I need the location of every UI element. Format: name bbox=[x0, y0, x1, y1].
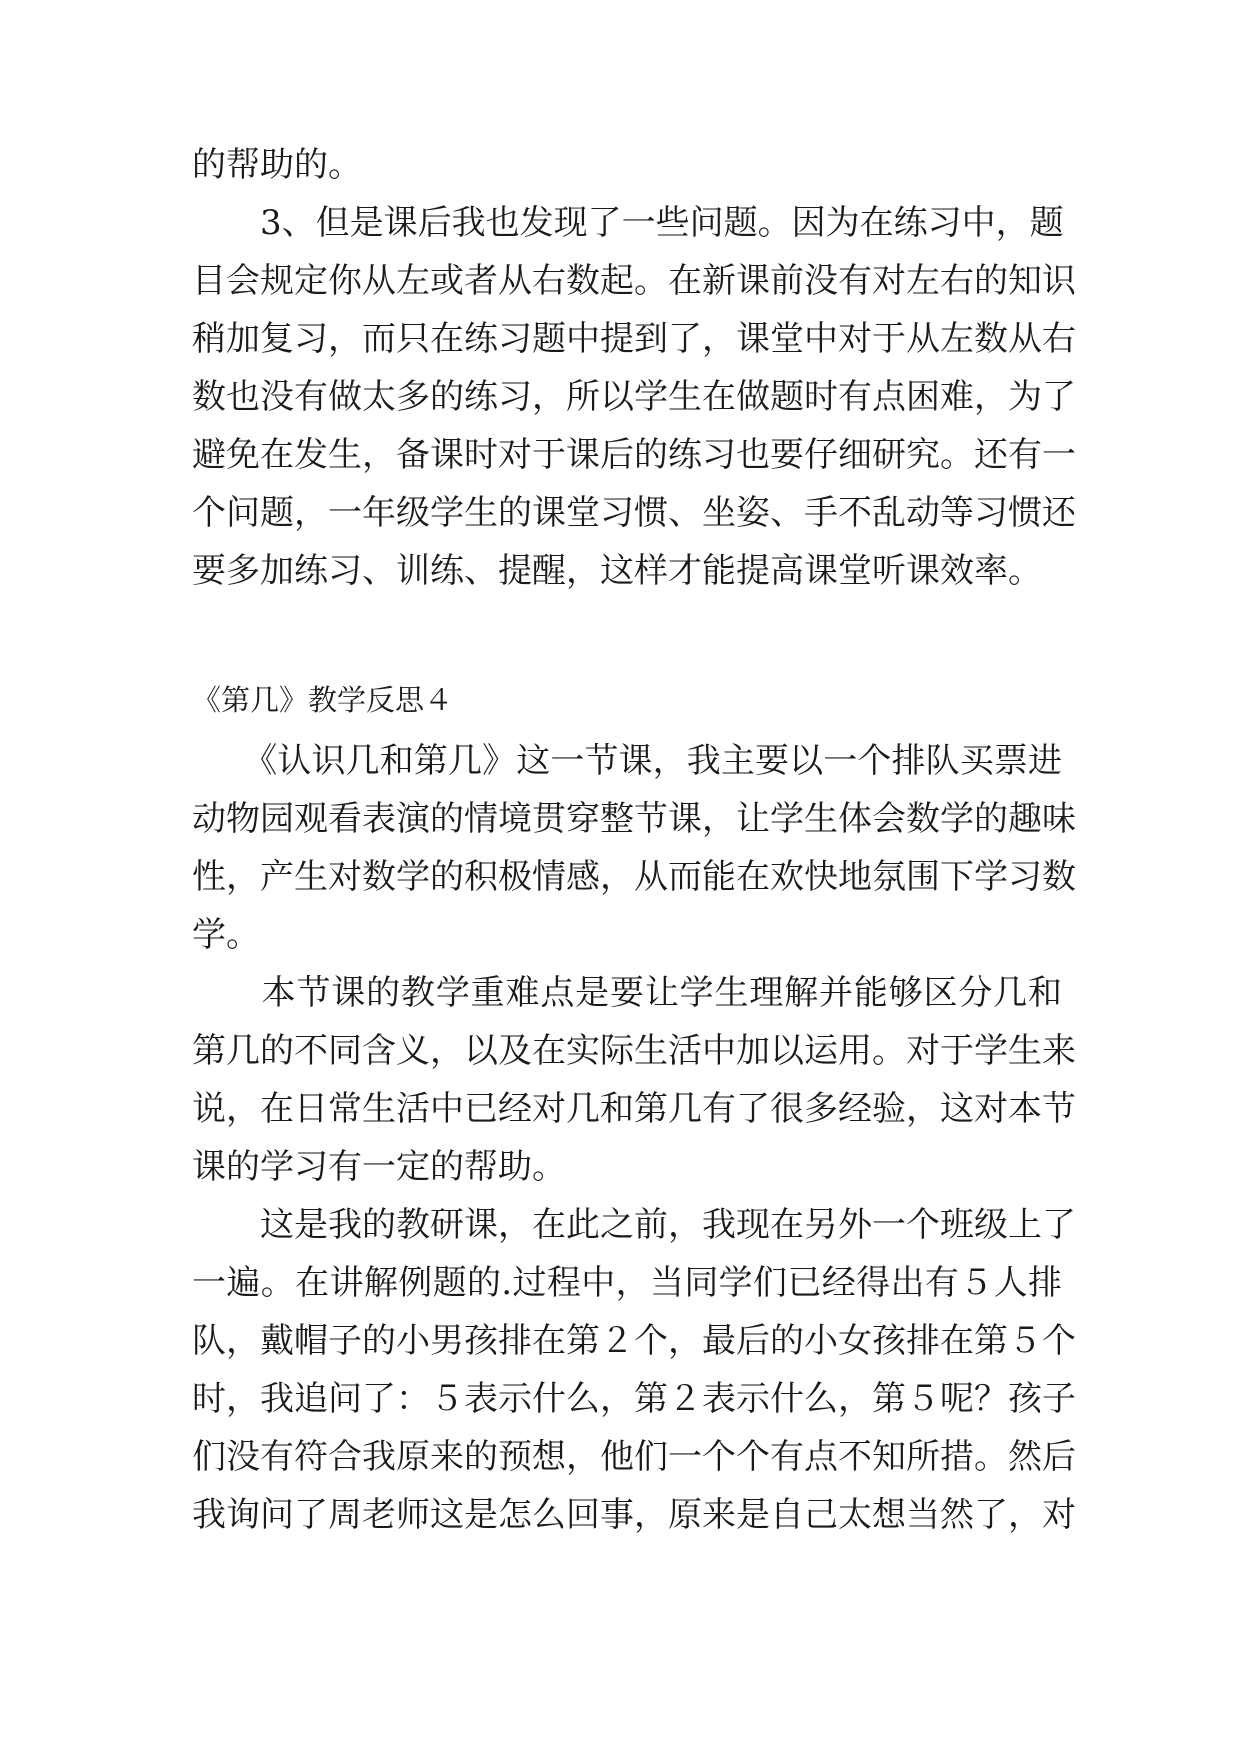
paragraph-line: 时，我追问了：５表示什么，第２表示什么，第５呢？孩子 bbox=[192, 1379, 1076, 1419]
paragraph-line: 本节课的教学重难点是要让学生理解并能够区分几和 bbox=[192, 973, 1062, 1013]
paragraph-line: 这是我的教研课，在此之前，我现在另外一个班级上了 bbox=[192, 1205, 1076, 1245]
paragraph-line: 课的学习有一定的帮助。 bbox=[192, 1147, 566, 1187]
paragraph-line: 个问题，一年级学生的课堂习惯、坐姿、手不乱动等习惯还 bbox=[192, 493, 1076, 533]
paragraph-line: 的帮助的。 bbox=[192, 145, 362, 185]
paragraph-line: 稍加复习，而只在练习题中提到了，课堂中对于从左数从右 bbox=[192, 319, 1076, 359]
paragraph-line: 第几的不同含义，以及在实际生活中加以运用。对于学生来 bbox=[192, 1031, 1076, 1071]
paragraph-line: 性，产生对数学的积极情感，从而能在欢快地氛围下学习数 bbox=[192, 857, 1076, 897]
paragraph-line: 目会规定你从左或者从右数起。在新课前没有对左右的知识 bbox=[192, 261, 1076, 301]
section-heading: 《第几》教学反思４ bbox=[192, 683, 454, 717]
paragraph-line: 我询问了周老师这是怎么回事，原来是自己太想当然了，对 bbox=[192, 1495, 1076, 1535]
paragraph-line: 一遍。在讲解例题的.过程中，当同学们已经得出有５人排 bbox=[192, 1263, 1062, 1303]
paragraph-line: 们没有符合我原来的预想，他们一个个有点不知所措。然后 bbox=[192, 1437, 1076, 1477]
paragraph-line: 数也没有做太多的练习，所以学生在做题时有点困难，为了 bbox=[192, 377, 1076, 417]
paragraph-line: 学。 bbox=[192, 915, 260, 955]
paragraph-line: 避免在发生，备课时对于课后的练习也要仔细研究。还有一 bbox=[192, 435, 1076, 475]
paragraph-line: 3、但是课后我也发现了一些问题。因为在练习中，题 bbox=[192, 203, 1064, 243]
paragraph-line: 说，在日常生活中已经对几和第几有了很多经验，这对本节 bbox=[192, 1089, 1076, 1129]
paragraph-line: 要多加练习、训练、提醒，这样才能提高课堂听课效率。 bbox=[192, 551, 1042, 591]
paragraph-line: 动物园观看表演的情境贯穿整节课，让学生体会数学的趣味 bbox=[192, 799, 1076, 839]
paragraph-line: 队，戴帽子的小男孩排在第２个，最后的小女孩排在第５个 bbox=[192, 1321, 1076, 1361]
paragraph-line: 《认识几和第几》这一节课，我主要以一个排队买票进 bbox=[192, 741, 1062, 781]
